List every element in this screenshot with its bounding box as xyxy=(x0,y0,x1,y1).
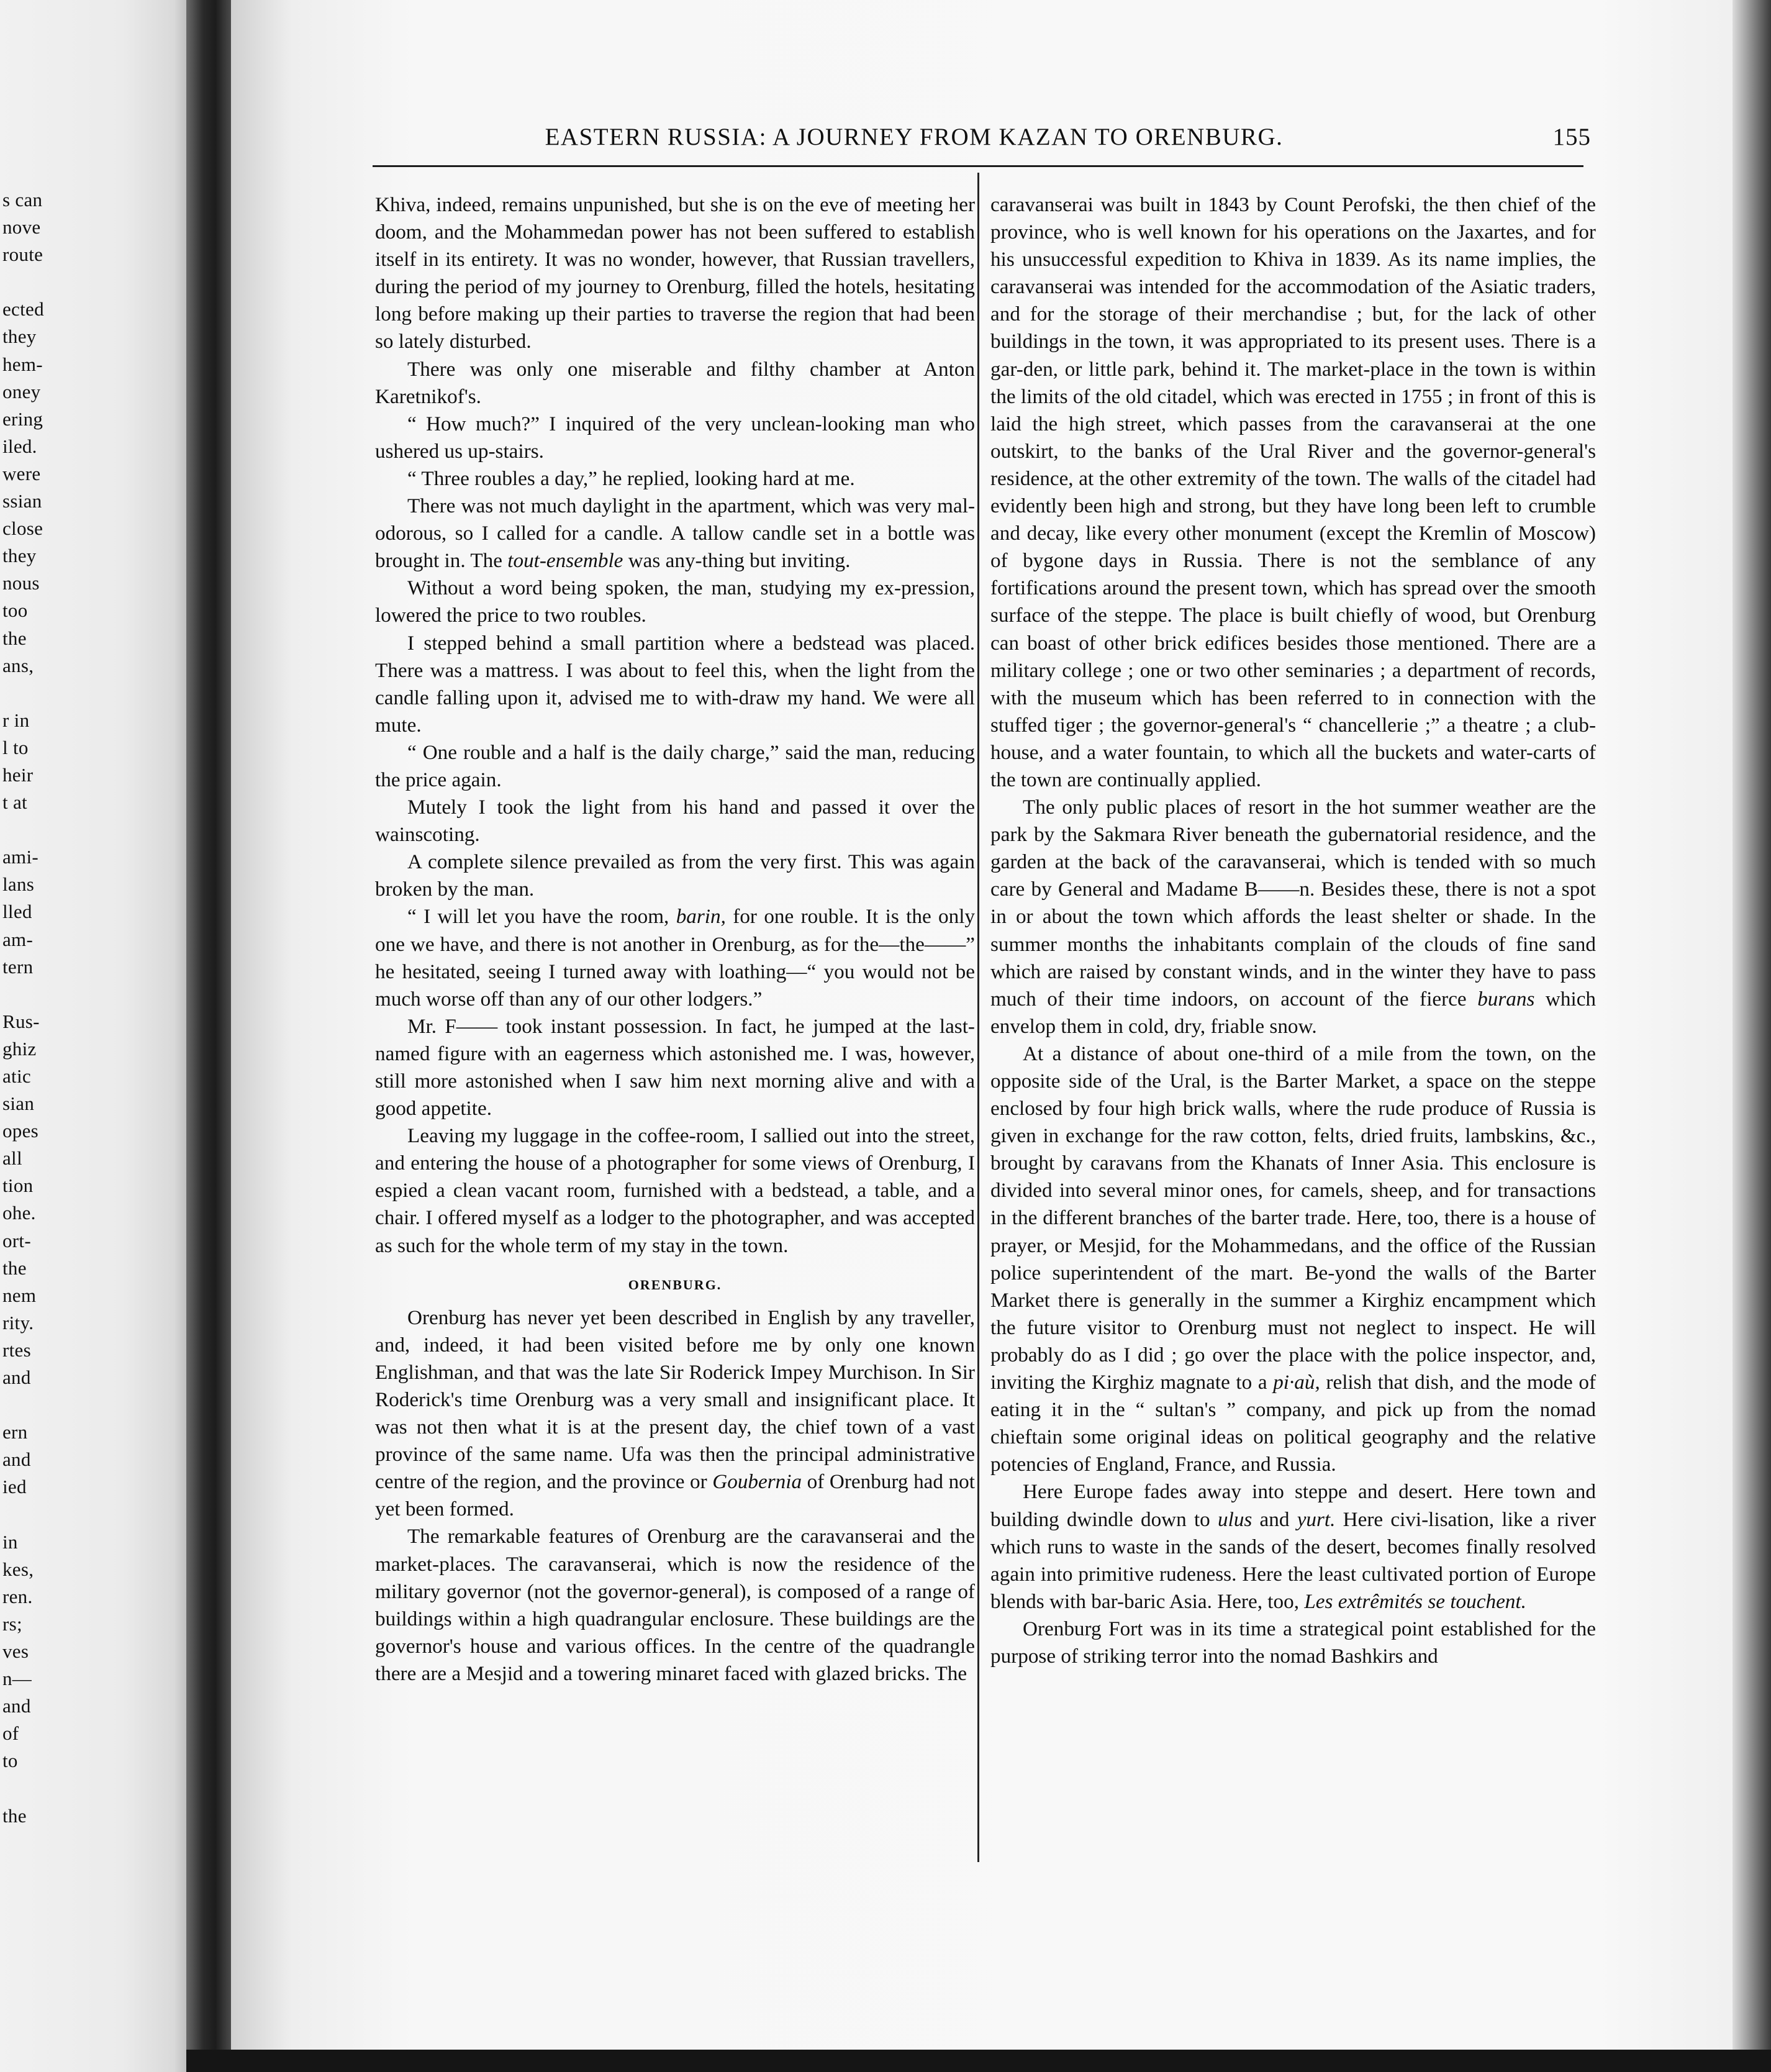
paragraph: Without a word being spoken, the man, studying my ex-pression, lowered the price to two roubles. xyxy=(375,576,975,627)
italic-phrase: barin, xyxy=(676,905,726,929)
paragraph: “ One rouble and a half is the daily charge,” said the man, reducing the price again. xyxy=(375,740,975,791)
previous-page-line: they xyxy=(2,545,37,567)
right-column xyxy=(990,191,1596,1670)
previous-page-line: and xyxy=(2,1695,31,1717)
previous-page-line: close xyxy=(2,517,43,540)
header-rule xyxy=(373,165,1583,167)
page-header xyxy=(368,123,1591,160)
previous-page-line: lans xyxy=(2,873,35,896)
paragraph: “ I will let you have the room, barin, for one rouble. It is the only one we have, and there is not another in Orenburg, as for the—the——” he hesitated, seeing I turned away with loathing—“ you would not be much worse off than any of our other lodgers.” xyxy=(375,905,976,1011)
previous-page-line: too xyxy=(2,599,28,622)
paragraph: Orenburg Fort was in its time a strategical point established for the purpose of striking terror into the nomad Bashkirs and xyxy=(990,1617,1596,1668)
previous-page-line: the xyxy=(2,1256,27,1279)
italic-phrase: yurt. xyxy=(1297,1507,1336,1531)
previous-page-line: Rus- xyxy=(2,1010,40,1032)
previous-page-line: ected xyxy=(2,298,44,320)
previous-page-line: s can xyxy=(2,189,43,211)
previous-page-line: ort- xyxy=(2,1229,31,1252)
previous-page-fragment xyxy=(0,0,205,2072)
previous-page-line: oney xyxy=(2,380,41,402)
paragraph: Mutely I took the light from his hand and passed it over the wainscoting. xyxy=(375,796,975,847)
previous-page-line: rs; xyxy=(2,1612,22,1635)
italic-phrase: Les extrêmités se touchent. xyxy=(1304,1589,1526,1613)
italic-phrase: Goubernia xyxy=(712,1470,802,1494)
previous-page-line xyxy=(0,268,199,296)
paragraph: Here Europe fades away into steppe and desert. Here town and building dwindle down to ulus and yurt. Here civi-lisation, like a river which runs to waste in the sands of the desert, becomes finally resolved again into primitive rudeness. Here the least cultivated portion of Europe blends with bar-baric Asia. Here, too, Les extrêmités se touchent. xyxy=(990,1480,1596,1613)
previous-page-line xyxy=(0,679,199,707)
paragraph: Leaving my luggage in the coffee-room, I sallied out into the street, and entering the house of a photographer for some views of Orenburg, I espied a clean vacant room, furnished with a bedstead, a table, and a chair. I offered myself as a lodger to the photographer, and was accepted as such for the whole term of my stay in the town. xyxy=(375,1124,975,1257)
paragraph: The remarkable features of Orenburg are the caravanserai and the market-places. The caravanserai, which is now the residence of the military governor (not the governor-general), is composed of a range of buildings within a high quadrangular enclosure. These buildings are the governor's house and various offices. In the centre of the quadrangle there are a Mesjid and a towering minaret faced with glazed bricks. The xyxy=(375,1525,975,1685)
paragraph: caravanserai was built in 1843 by Count Perofski, the then chief of the province, who is well known for his operations on the Jaxartes, and for his unsuccessful expedition to Khiva in 1839. As its name implies, the caravanserai was intended for the accommodation of the Asiatic traders, and for the storage of their merchandise ; but, for the lack of other buildings in the town, it was appropriated to its present uses. There is a gar-den, or little park, behind it. The market-place in the town is within the limits of the old citadel, which was erected in 1755 ; in front of this is laid the high street, which passes from the caravanserai at the one outskirt, to the banks of the Ural River and the governor-general's residence, at the other extremity of the town. The walls of the citadel had evidently been high and strong, but they have long been left to crumble and decay, like every other monument (except the Kremlin of Moscow) of bygone days in Russia. There is not the semblance of any fortifications around the present town, which has spread over the smooth surface of the steppe. The place is built chiefly of wood, but Orenburg can boast of other brick edifices besides those mentioned. There are a military college ; one or two other seminaries ; a department of records, with the museum which has been referred to in connection with the stuffed tiger ; the governor-general's “ chancellerie ;” a theatre ; a club-house, and a water fountain, to which all the buckets and water-carts of the town are continually applied. xyxy=(990,193,1596,791)
italic-phrase: tout-ensemble xyxy=(507,549,623,573)
previous-page-line: the xyxy=(2,627,27,649)
paragraph: Orenburg has never yet been described in English by any traveller, and, indeed, it had been visited before me by only one known Englishman, and that was the late Sir Roderick Impey Murchison. In Sir Roderick's time Orenburg was a very small and insignificant place. It was not then what it is at the present day, the chief town of a vast province of the same name. Ufa was then the principal administrative centre of the region, and the province or Goubernia of Orenburg had not yet been formed. xyxy=(375,1306,975,1521)
previous-page-line: ied xyxy=(2,1476,27,1498)
previous-page-line: ohe. xyxy=(2,1202,36,1224)
previous-page-line xyxy=(0,1501,199,1529)
page-edge xyxy=(1732,0,1771,2072)
paragraph: The only public places of resort in the hot summer weather are the park by the Sakmara River beneath the gubernatorial residence, and the garden at the back of the caravanserai, which is tended with so much care by General and Madame B——n. Besides these, there is not a spot in or about the town which affords the least shelter or shade. In the summer months the inhabitants complain of the clouds of fine sand which are raised by constant winds, and in the winter they have to pass much of their time indoors, on account of the fierce burans which envelop them in cold, dry, friable snow. xyxy=(990,796,1597,1038)
previous-page-line: ves xyxy=(2,1640,29,1662)
running-title: EASTERN RUSSIA: A JOURNEY FROM KAZAN TO ORENBURG. xyxy=(545,124,1284,150)
previous-page-line xyxy=(0,816,199,843)
previous-page-text xyxy=(0,186,199,1830)
previous-page-line: were xyxy=(2,462,41,484)
paragraph: At a distance of about one-third of a mile from the town, on the opposite side of the Ural, is the Barter Market, a space on the steppe enclosed by four high brick walls, where the rude produce of Russia is given in exchange for the raw cotton, felts, dried fruits, lambskins, &c., brought by caravans from the Khanats of Inner Asia. This enclosure is divided into several minor ones, for camels, sheep, and for transactions in the different branches of the barter trade. Here, too, there is a house of prayer, or Mesjid, for the Mohammedans, and the office of the Russian police superintendent of the mart. Be-yond the walls of the Barter Market there is generally in the summer a Kirghiz encampment which the future visitor to Orenburg must not neglect to inspect. He will probably do as I did ; go over the place with the police inspector, and, inviting the Kirghiz magnate to a pi·aù, relish that dish, and the mode of eating it in the “ sultan's ” company, and pick up from the nomad chieftain some original ideas on political geography and the relative potencies of England, France, and Russia. xyxy=(990,1042,1596,1476)
previous-page-line: sian xyxy=(2,1093,35,1115)
previous-page-line: the xyxy=(2,1804,27,1827)
previous-page-line: of xyxy=(2,1722,19,1745)
previous-page-line: am- xyxy=(2,928,34,950)
paragraph: “ Three roubles a day,” he replied, looking hard at me. xyxy=(407,466,855,490)
previous-page-line: nove xyxy=(2,216,41,239)
paragraph: Khiva, indeed, remains unpunished, but she is on the eve of meeting her doom, and the Mohammedan power has not been suffered to establish itself in its entirety. It was no wonder, however, that Russian travellers, during the period of my journey to Orenburg, filled the hotels, hesitating long before making up their parties to traverse the region that had been so lately disturbed. xyxy=(375,193,975,353)
book-gutter xyxy=(186,0,235,2072)
previous-page-line: all xyxy=(2,1147,22,1170)
paragraph: There was only one miserable and filthy chamber at Anton Karetnikof's. xyxy=(375,357,975,408)
previous-page-line: route xyxy=(2,243,43,266)
column-divider xyxy=(977,173,979,1862)
previous-page-line: r in xyxy=(2,709,30,731)
previous-page-line: they xyxy=(2,325,37,348)
previous-page-line: ghiz xyxy=(2,1037,37,1060)
previous-page-line: ssian xyxy=(2,490,42,512)
paragraph: “ How much?” I inquired of the very unclean-looking man who ushered us up-stairs. xyxy=(375,412,975,463)
previous-page-line: heir xyxy=(2,763,34,786)
italic-phrase: pi·aù, xyxy=(1273,1371,1320,1394)
paragraph: Mr. F—— took instant possession. In fact, he jumped at the last-named figure with an eagerness which astonished me. I was, however, still more astonished when I saw him next morning alive and with a good appetite. xyxy=(375,1014,975,1120)
previous-page-line: iled. xyxy=(2,435,37,457)
previous-page-line: rity. xyxy=(2,1311,34,1334)
previous-page-line: in xyxy=(2,1530,18,1553)
previous-page-line: ren. xyxy=(2,1585,33,1607)
previous-page-line: tion xyxy=(2,1175,34,1197)
previous-page-line: t at xyxy=(2,791,27,814)
previous-page-line: and xyxy=(2,1448,31,1471)
previous-page-line: ami- xyxy=(2,846,39,868)
previous-page-line: to xyxy=(2,1750,18,1772)
previous-page-line: lled xyxy=(2,901,32,923)
paragraph: There was not much daylight in the apartment, which was very mal-odorous, so I called for a candle. A tallow candle set in a bottle was brought in. The tout-ensemble was any-thing but inviting. xyxy=(375,494,975,573)
previous-page-line: nem xyxy=(2,1284,37,1306)
previous-page-line: rtes xyxy=(2,1338,31,1361)
previous-page-line: l to xyxy=(2,736,29,758)
paragraph: A complete silence prevailed as from the very first. This was again broken by the man. xyxy=(375,850,975,901)
previous-page-line: tern xyxy=(2,955,34,978)
previous-page-line: ering xyxy=(2,407,43,430)
previous-page-line: nous xyxy=(2,572,40,594)
previous-page-line xyxy=(0,1391,199,1419)
previous-page-line: kes, xyxy=(2,1558,34,1580)
previous-page-line: n— xyxy=(2,1668,32,1690)
previous-page-line: hem- xyxy=(2,353,43,375)
previous-page-line xyxy=(0,1774,199,1802)
scan-bottom-edge xyxy=(186,2050,1771,2072)
page-number: 155 xyxy=(1552,124,1591,150)
left-column xyxy=(375,191,975,1688)
previous-page-line: ern xyxy=(2,1421,28,1443)
previous-page-line: opes xyxy=(2,1120,39,1142)
previous-page-line: and xyxy=(2,1366,31,1389)
previous-page-line: ans, xyxy=(2,654,34,676)
italic-phrase: burans xyxy=(1477,987,1535,1011)
section-heading: ORENBURG. xyxy=(628,1276,722,1293)
paragraph: I stepped behind a small partition where a bedstead was placed. There was a mattress. I was about to feel this, when the light from the candle falling upon it, advised me to with-draw my hand. We were all mute. xyxy=(375,631,975,737)
previous-page-line xyxy=(0,981,199,1008)
previous-page-line: atic xyxy=(2,1065,31,1087)
italic-phrase: ulus xyxy=(1218,1507,1252,1531)
